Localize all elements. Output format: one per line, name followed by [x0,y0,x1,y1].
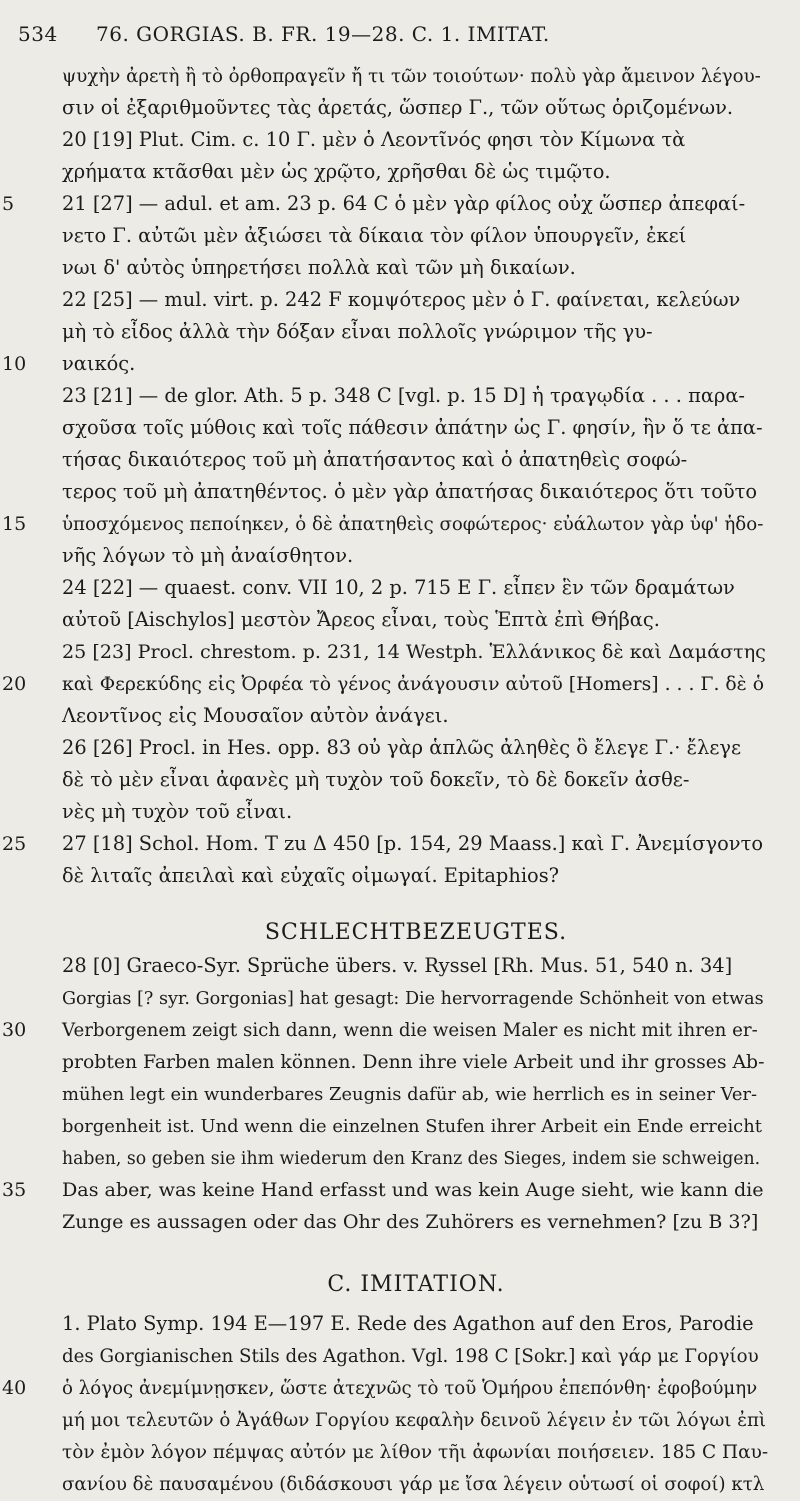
line-text: νετο Γ. αὐτῶι μὲν ἀξιώσει τὰ δίκαια τὸν φίλον ὑπουργεῖν, ἐκεί [62,224,687,247]
text-line [62,476,770,508]
line-text: σανίου δὲ παυσαμένου (διδάσκουσι γάρ με ἴσα λέγειν οὑτωσί οἱ σοφοί) κτλ [62,1474,765,1495]
line-text: 26 [26] Procl. in Hes. opp. 83 οὐ γὰρ ἁπλῶς ἀληθὲς ὃ ἔλεγε Γ.· ἔλεγε [62,736,742,759]
line-number: 25 [2,833,27,855]
running-title: 76. GORGIAS. B. FR. 19—28. C. 1. IMITAT. [96,22,550,46]
line-text: ψυχὴν ἀρετὴ ἢ τὸ ὀρθοπραγεῖν ἤ τι τῶν τοιούτων· πολὺ γὰρ ἄμεινον λέγου- [62,66,761,87]
line-text: mühen legt ein wunderbares Zeugnis dafür ab, wie herrlich es in seiner Ver- [62,1084,758,1105]
text-line [62,860,770,892]
line-text: Verborgenem zeigt sich dann, wenn die weisen Maler es nicht mit ihren er- [62,1020,758,1041]
line-text: νὲς μὴ τυχὸν τοῦ εἶναι. [62,800,293,823]
line-text: δὲ λιταῖς ἀπειλαὶ καὶ εὐχαῖς οἰμωγαί. Epitaphios? [62,864,560,887]
text-line [62,604,770,636]
line-text: probten Farben malen können. Denn ihre viele Arbeit und ihr grosses Ab- [62,1052,765,1073]
text-line [62,1110,770,1142]
line-text: 1. Plato Symp. 194 E—197 E. Rede des Agathon auf den Eros, Parodie [62,1312,754,1335]
line-text: 21 [27] — adul. et am. 23 p. 64 C ὁ μὲν γὰρ φίλος οὐχ ὥσπερ ἀπεφαί- [62,192,746,215]
section-title-schlechtbezeugtes: SCHLECHTBEZEUGTES. [264,920,568,945]
line-text: μή μοι τελευτῶν ὁ Ἀγάθων Γοργίου κεφαλὴν δεινοῦ λέγειν ἐν τῶι λόγωι ἐπὶ [62,1410,767,1431]
schlechtbezeugtes-block [2,950,770,1238]
line-text: σιν οἱ ἐξαριθμοῦντες τὰς ἀρετάς, ὥσπερ Γ., τῶν οὕτως ὁριζομένων. [62,96,734,119]
text-line [62,316,770,348]
line-text: νωι δ' αὐτὸς ὑπηρετήσει πολλὰ καὶ τῶν μὴ δικαίων. [62,256,576,279]
text-line [62,540,770,572]
text-line [2,348,770,380]
text-line [62,412,770,444]
text-line [2,188,770,220]
text-line [62,1078,770,1110]
text-line [62,1340,770,1372]
text-line [62,380,770,412]
line-text: Zunge es aussagen oder das Ohr des Zuhörers es vernehmen? [zu B 3?] [62,1210,759,1233]
line-number: 40 [2,1377,27,1399]
text-line [62,796,770,828]
text-line [62,284,770,316]
line-text: τερος τοῦ μὴ ἀπατηθέντος. ὁ μὲν γὰρ ἀπατήσας δικαιότερος ὅτι τοῦτο [62,480,758,503]
line-text: νῆς λόγων τὸ μὴ ἀναίσθητον. [62,544,354,567]
text-line [2,828,770,860]
text-line [62,60,770,92]
line-text: καὶ Φερεκύδης εἰς Ὀρφέα τὸ γένος ἀνάγουσιν αὐτοῦ [Homers] . . . Γ. δὲ ὁ [62,674,765,695]
section-title-imitation: C. IMITATION. [327,1272,505,1297]
text-line [62,764,770,796]
text-line [62,1468,770,1500]
fragments-block [2,60,770,892]
line-number: 10 [2,353,27,375]
text-line [62,1308,770,1340]
page-number: 534 [18,22,58,46]
text-line [62,1436,770,1468]
text-line [62,982,770,1014]
text-line [62,1046,770,1078]
text-line [2,1174,770,1206]
line-text: 25 [23] Procl. chrestom. p. 231, 14 Westph. Ἑλλάνικος δὲ καὶ Δαμάστης [62,640,766,663]
line-number: 35 [2,1179,27,1201]
line-number: 30 [2,1019,27,1041]
text-line [62,636,770,668]
text-line [62,1404,770,1436]
line-text: 23 [21] — de glor. Ath. 5 p. 348 C [vgl. p. 15 D] ἡ τραγῳδία . . . παρα- [62,384,745,407]
text-line [2,1372,770,1404]
line-text: χρήματα κτᾶσθαι μὲν ὡς χρῷτο, χρῆσθαι δὲ ὡς τιμῷτο. [62,160,611,183]
line-text: τὸν ἐμὸν λόγον πέμψας αὐτόν με λίθον τῆι ἀφωνίαι ποιήσειεν. 185 C Παυ- [62,1442,769,1463]
text-line [62,156,770,188]
text-line [62,700,770,732]
line-text: δὲ τὸ μὲν εἶναι ἀφανὲς μὴ τυχὸν τοῦ δοκεῖν, τὸ δὲ δοκεῖν ἀσθε- [62,768,690,791]
page-body [2,60,770,1500]
text-line [2,1014,770,1046]
line-text: ὑποσχόμενος πεποίηκεν, ὁ δὲ ἀπατηθεὶς σοφώτερος· εὐάλωτον γὰρ ὑφ' ἡδο- [62,514,764,535]
text-line [2,508,770,540]
text-line [62,572,770,604]
line-text: αὐτοῦ [Aischylos] μεστὸν Ἄρεος εἶναι, τοὺς Ἑπτὰ ἐπὶ Θήβας. [62,608,660,631]
text-line [62,92,770,124]
line-text: τήσας δικαιότερος τοῦ μὴ ἀπατήσαντος καὶ ὁ ἀπατηθεὶς σοφώ- [62,448,688,471]
line-text: borgenheit ist. Und wenn die einzelnen Stufen ihrer Arbeit ein Ende erreicht [62,1116,762,1137]
line-text: des Gorgianischen Stils des Agathon. Vgl. 198 C [Sokr.] καὶ γάρ με Γοργίου [62,1346,759,1367]
imitation-block [2,1308,770,1500]
text-line [62,732,770,764]
text-line [62,252,770,284]
line-text: 24 [22] — quaest. conv. VII 10, 2 p. 715 E Γ. εἶπεν ἓν τῶν δραμάτων [62,576,735,599]
text-line [62,950,770,982]
text-line [62,1142,770,1174]
line-text: μὴ τὸ εἶδος ἀλλὰ τὴν δόξαν εἶναι πολλοῖς γνώριμον τῆς γυ- [62,320,653,343]
text-line [62,124,770,156]
line-text: 27 [18] Schol. Hom. T zu Δ 450 [p. 154, 29 Maass.] καὶ Γ. Ἀνεμίσγοντο [62,832,763,855]
line-text: Das aber, was keine Hand erfasst und was kein Auge sieht, wie kann die [62,1178,764,1201]
line-number: 15 [2,513,27,535]
text-line [62,220,770,252]
line-text: σχοῦσα τοῖς μύθοις καὶ τοῖς πάθεσιν ἀπάτην ὡς Γ. φησίν, ἣν ὅ τε ἀπα- [62,416,763,439]
line-text: 20 [19] Plut. Cim. c. 10 Γ. μὲν ὁ Λεοντῖνός φησι τὸν Κίμωνα τὰ [62,128,686,151]
text-line [62,444,770,476]
line-number: 5 [2,193,15,215]
line-text: ὁ λόγος ἀνεμίμνῃσκεν, ὥστε ἀτεχνῶς τὸ τοῦ Ὁμήρου ἐπεπόνθη· ἐφοβούμην [62,1378,758,1399]
line-text: Gorgias [? syr. Gorgonias] hat gesagt: Die hervorragende Schönheit von etwas [62,989,764,1009]
text-line [2,668,770,700]
line-text: 22 [25] — mul. virt. p. 242 F κομψότερος μὲν ὁ Γ. φαίνεται, κελεύων [62,288,741,311]
line-text: ναικός. [62,352,136,375]
line-text: 28 [0] Graeco-Syr. Sprüche übers. v. Ryssel [Rh. Mus. 51, 540 n. 34] [62,954,733,977]
line-text: haben, so geben sie ihm wiederum den Kranz des Sieges, indem sie schweigen. [62,1149,761,1169]
line-number: 20 [2,673,27,695]
line-text: Λεοντῖνος εἰς Μουσαῖον αὐτὸν ἀνάγει. [62,704,449,727]
text-line [62,1206,770,1238]
